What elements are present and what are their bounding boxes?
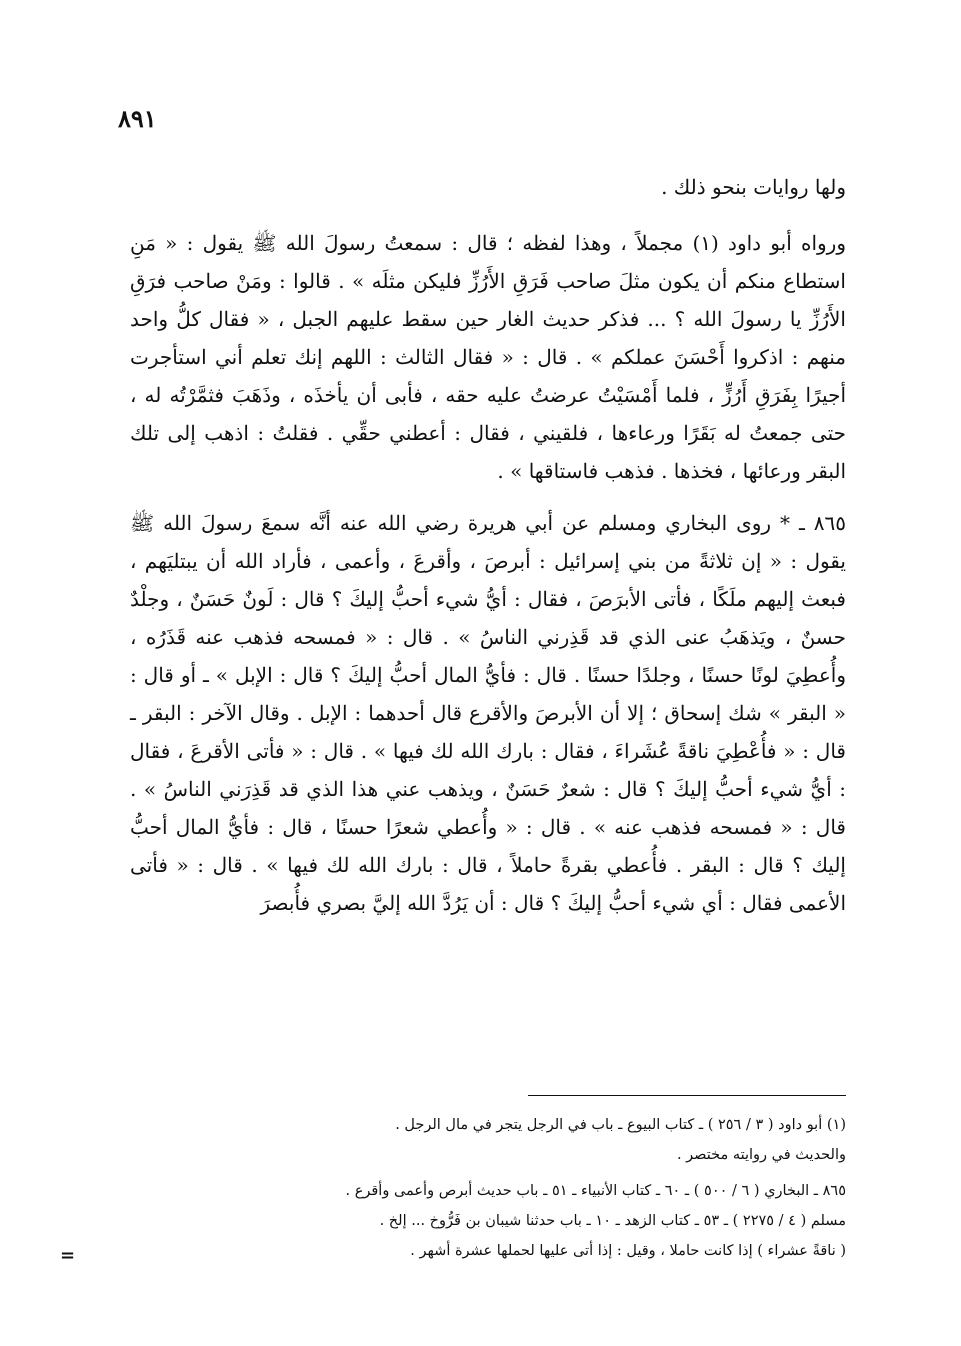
main-text — [130, 168, 846, 922]
footnote-line: ( ناقةً عشراء ) إذا كانت حاملا ، وقيل : إذا أتى عليها لحملها عشرة أشهر . — [410, 1243, 846, 1259]
paragraph-abu-dawud: ورواه أبو داود (١) مجملاً ، وهذا لفظه ؛ قال : سمعتُ رسولَ الله ﷺ يقول : « مَنِ استطاع منكم أن يكون مثلَ صاحب فَرَقِ الأَرُزِّ فليكن مثلَه » . قالوا : ومَنْ صاحب فرَقِ الأَرُزِّ يا رسولَ الله ؟ ... فذكر حديث الغار حين سقط عليهم الجبل ، « فقال كلُّ واحد منهم : اذكروا أَحْسَنَ عملكم » . قال : « فقال الثالث : اللهم إنك تعلم أني استأجرت أجيرًا بِفَرَقِ أَرُزٍّ ، فلما أَمْسَيْتُ عرضتُ عليه حقه ، فأبى أن يأخذَه ، وذَهَبَ فثمَّرْتُه له ، حتى جمعتُ له بَقَرًا ورعاءها ، فلقيني ، فقال : أعطني حقِّي . فقلتُ : اذهب إلى تلك البقر ورعائها ، فخذها . فذهب فاستاقها » . — [130, 231, 846, 483]
footnote-line: مسلم ( ٤ / ٢٢٧٥ ) ـ ٥٣ ـ كتاب الزهد ـ ١٠ ـ باب حدثنا شيبان بن فَرُّوخ ... إلخ . — [379, 1213, 846, 1229]
page-number: ٨٩١ — [118, 104, 157, 133]
margin-mark: = — [60, 1245, 76, 1266]
footnotes — [240, 1110, 846, 1266]
footnote-line: والحديث في روايته مختصر . — [676, 1147, 846, 1163]
paragraph-intro: ولها روايات بنحو ذلك . — [661, 175, 846, 199]
paragraph-hadith-865: ٨٦٥ ـ * روى البخاري ومسلم عن أبي هريرة رضي الله عنه أنَّه سمعَ رسولَ الله ﷺ يقول : « إن ثلاثةً من بني إسرائيل : أبرصَ ، وأقرعَ ، وأعمى ، فأراد الله أن يبتليَهم ، فبعث إليهم ملَكًا ، فأتى الأبرَصَ ، فقال : أيُّ شيء أحبُّ إليكَ ؟ قال : لَونٌ حَسَنٌ ، وجلْدٌ حسنٌ ، ويَذهَبُ عنى الذي قد قَذِرني الناسُ » . قال : « فمسحه فذهب عنه قَذَرُه ، وأُعطِيَ لونًا حسنًا ، وجلدًا حسنًا . قال : فأيُّ المال أحبُّ إليكَ ؟ قال : الإبل » ـ أو قال : « البقر » شك إسحاق ؛ إلا أن الأبرصَ والأقرع قال أحدهما : الإبل . وقال الآخر : البقر ـ قال : « فأُعْطِيَ ناقةً عُشَراءَ ، فقال : بارك الله لك فيها » . قال : « فأتى الأقرعَ ، فقال : أيُّ شيء أحبُّ إليكَ ؟ قال : شعرٌ حَسَنٌ ، ويذهب عني هذا الذي قد قَذِرَني الناسُ » . قال : « فمسحه فذهب عنه » . قال : « وأُعطي شعرًا حسنًا ، قال : فأيُّ المال أحبُّ إليك ؟ قال : البقر . فأُعطي بقرةً حاملاً ، قال : بارك الله لك فيها » . قال : « فأتى الأعمى فقال : أي شيء أحبُّ إليكَ ؟ قال : أن يَرُدَّ الله إليَّ بصري فأُبصرَ — [130, 511, 846, 915]
footnote-line: (١) أبو داود ( ٣ / ٢٥٦ ) ـ كتاب البيوع ـ باب في الرجل يتجر في مال الرجل . — [395, 1117, 846, 1133]
footnote-divider — [528, 1095, 846, 1096]
footnote-line: ٨٦٥ ـ البخاري ( ٦ / ٥٠٠ ) ـ ٦٠ ـ كتاب الأنبياء ـ ٥١ ـ باب حديث أبرص وأعمى وأقرع . — [345, 1183, 846, 1199]
